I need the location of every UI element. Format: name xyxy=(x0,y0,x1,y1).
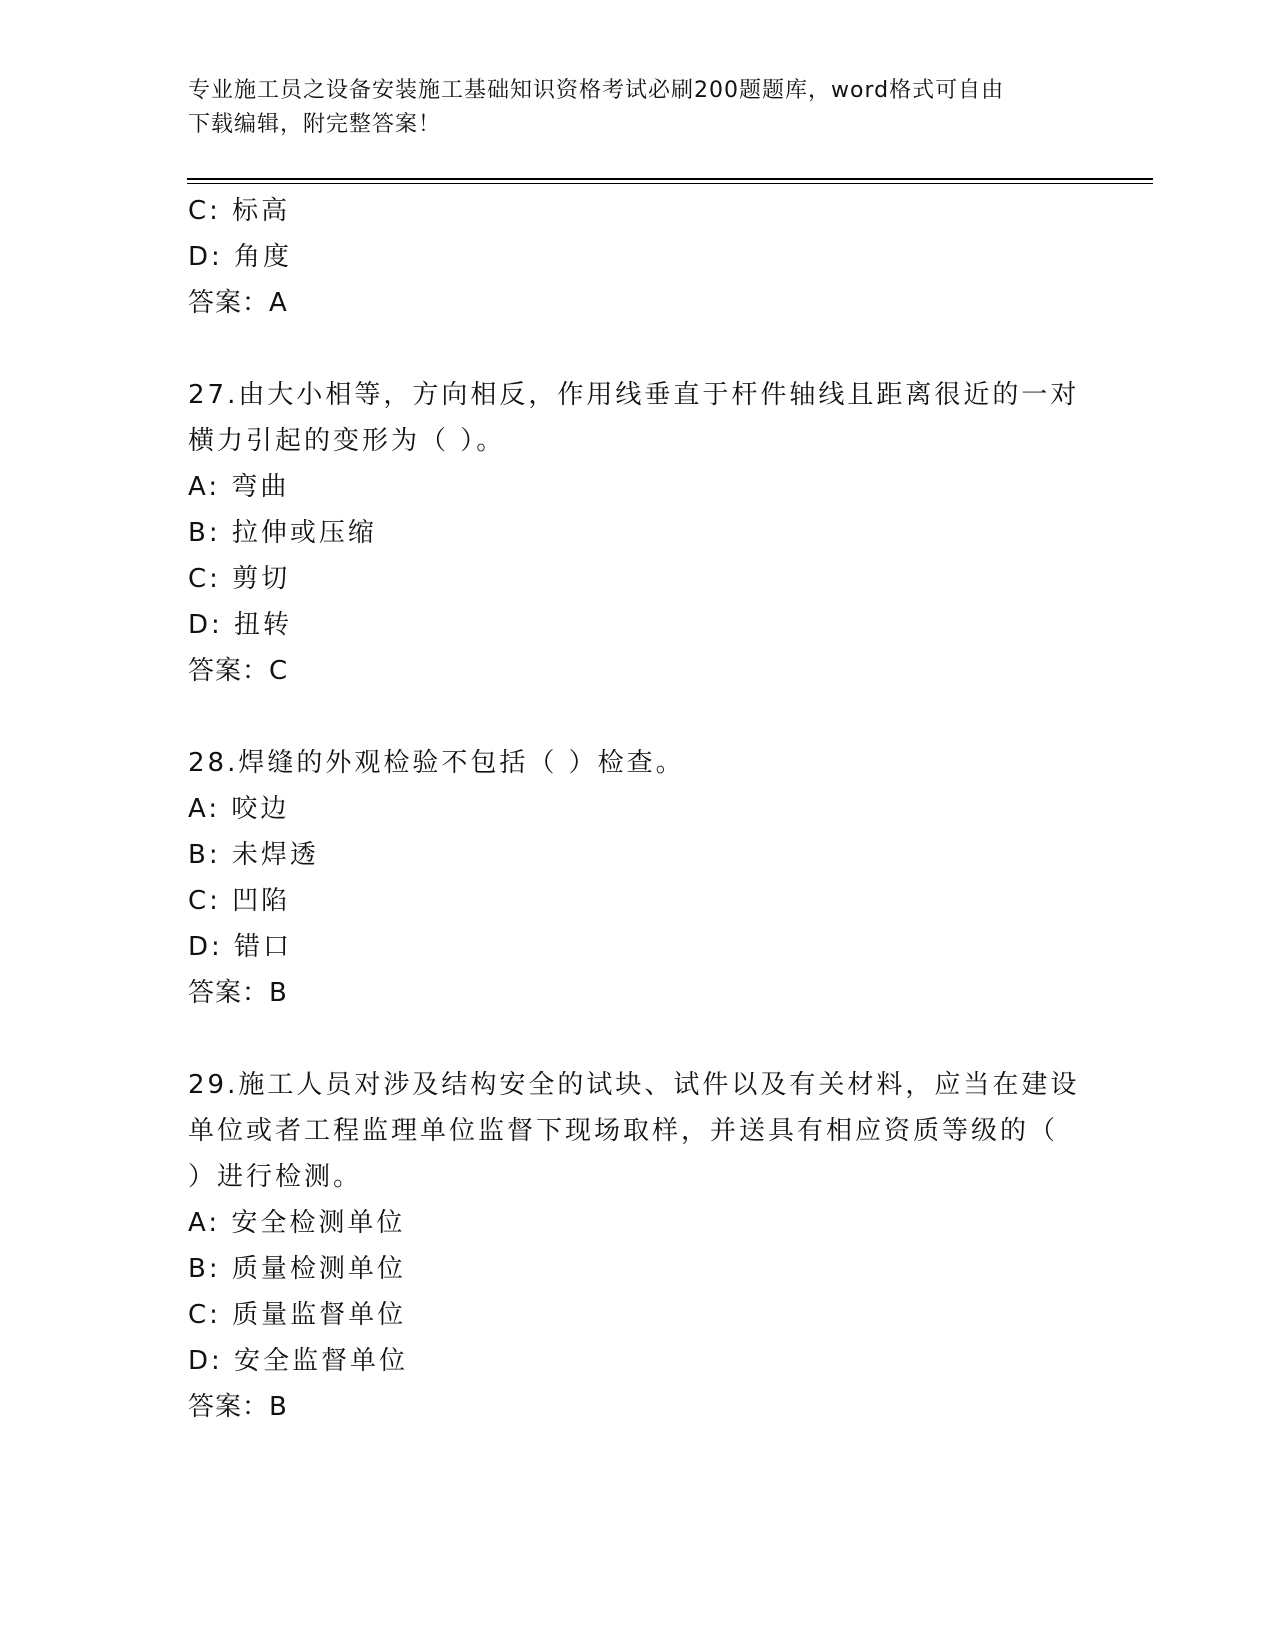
header-line-1: 专业施工员之设备安装施工基础知识资格考试必刷200题题库，word格式可自由 xyxy=(188,78,1005,103)
option-a: A: 咬边 xyxy=(188,794,290,824)
answer-line: 答案：C xyxy=(188,656,289,686)
question-stem-line: ）进行检测。 xyxy=(188,1162,363,1192)
question-stem-line: 29.施工人员对涉及结构安全的试块、试件以及有关材料，应当在建设 xyxy=(188,1070,1080,1100)
question-28 xyxy=(188,740,1088,1016)
option-b: B: 质量检测单位 xyxy=(188,1254,406,1284)
header-line-2: 下载编辑，附完整答案！ xyxy=(188,112,442,137)
question-stem-line: 27.由大小相等，方向相反，作用线垂直于杆件轴线且距离很近的一对 xyxy=(188,380,1080,410)
option-c: C: 凹陷 xyxy=(188,886,291,916)
spacer xyxy=(188,1016,1088,1062)
question-stem-line: 横力引起的变形为（ ）。 xyxy=(188,426,506,456)
option-d: D: 错口 xyxy=(188,932,293,962)
option-d: D: 安全监督单位 xyxy=(188,1346,409,1376)
question-29 xyxy=(188,1062,1088,1430)
answer-line: 答案：B xyxy=(188,1392,288,1422)
header-divider-thick xyxy=(187,178,1153,180)
option-b: B: 未焊透 xyxy=(188,840,319,870)
question-stem-line: 28.焊缝的外观检验不包括（ ）检查。 xyxy=(188,748,685,778)
option-b: B: 拉伸或压缩 xyxy=(188,518,377,548)
document-header xyxy=(188,74,1088,142)
question-list xyxy=(188,188,1088,1430)
prev-question xyxy=(188,188,1088,326)
spacer xyxy=(188,326,1088,372)
option-c: C: 标高 xyxy=(188,196,291,226)
answer-line: 答案：B xyxy=(188,978,288,1008)
answer-line: 答案：A xyxy=(188,288,288,318)
option-d: D: 扭转 xyxy=(188,610,293,640)
question-stem-line: 单位或者工程监理单位监督下现场取样，并送具有相应资质等级的（ xyxy=(188,1116,1059,1146)
question-27 xyxy=(188,372,1088,694)
option-a: A: 安全检测单位 xyxy=(188,1208,406,1238)
header-divider-thin xyxy=(187,183,1153,184)
option-a: A: 弯曲 xyxy=(188,472,290,502)
option-c: C: 剪切 xyxy=(188,564,291,594)
spacer xyxy=(188,694,1088,740)
option-d: D: 角度 xyxy=(188,242,293,272)
option-c: C: 质量监督单位 xyxy=(188,1300,407,1330)
